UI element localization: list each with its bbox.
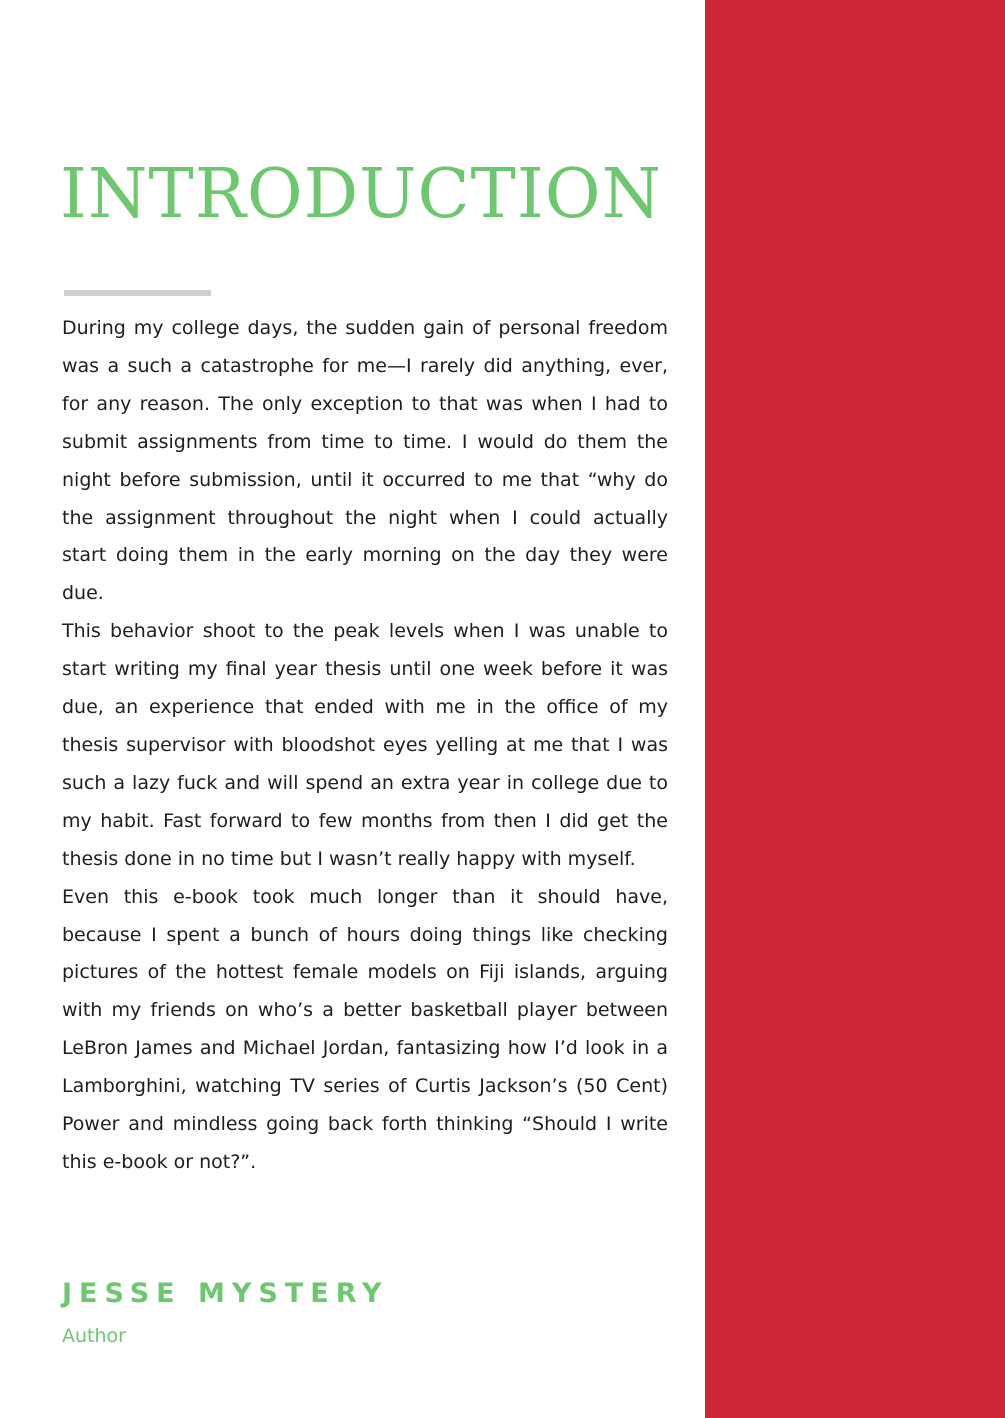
author-name: JESSE MYSTERY [62,1278,389,1309]
paragraph-ebook: Even this e-book took much longer than it should have, because I spent a bunch of hours doing things like checking pictures of the hottest female models on Fiji islands, arguing with my friends on who’s a better basketball player between LeBron James and Michael Jordan, fantasizing how I’d look in a Lamborghini, watching TV series of Curtis Jackson’s (50 Cent) Power and mindless going back forth thinking “Should I write this e-book or not?”. [62,885,668,1173]
side-color-band [705,0,1005,1418]
introduction-body [62,310,668,1182]
paragraph-thesis: This behavior shoot to the peak levels when I was unable to start writing my final year thesis until one week before it was due, an experience that ended with me in the office of my thesis supervisor with bloodshot eyes yelling at me that I was such a lazy fuck and will spend an extra year in college due to my habit. Fast forward to few months from then I did get the thesis done in no time but I wasn’t really happy with myself. [62,620,668,870]
page-title: INTRODUCTION [60,155,662,234]
paragraph-college-days: During my college days, the sudden gain of personal freedom was a such a catastrophe for me—I rarely did anything, ever, for any reason. The only exception to that was when I had to submit assignments from time to time. I would do them the night before submission, until it occurred to me that “why do the assignment throughout the night when I could actually start doing them in the early morning on the day they were due. [62,317,668,605]
author-role: Author [62,1325,126,1347]
title-divider [64,290,211,296]
